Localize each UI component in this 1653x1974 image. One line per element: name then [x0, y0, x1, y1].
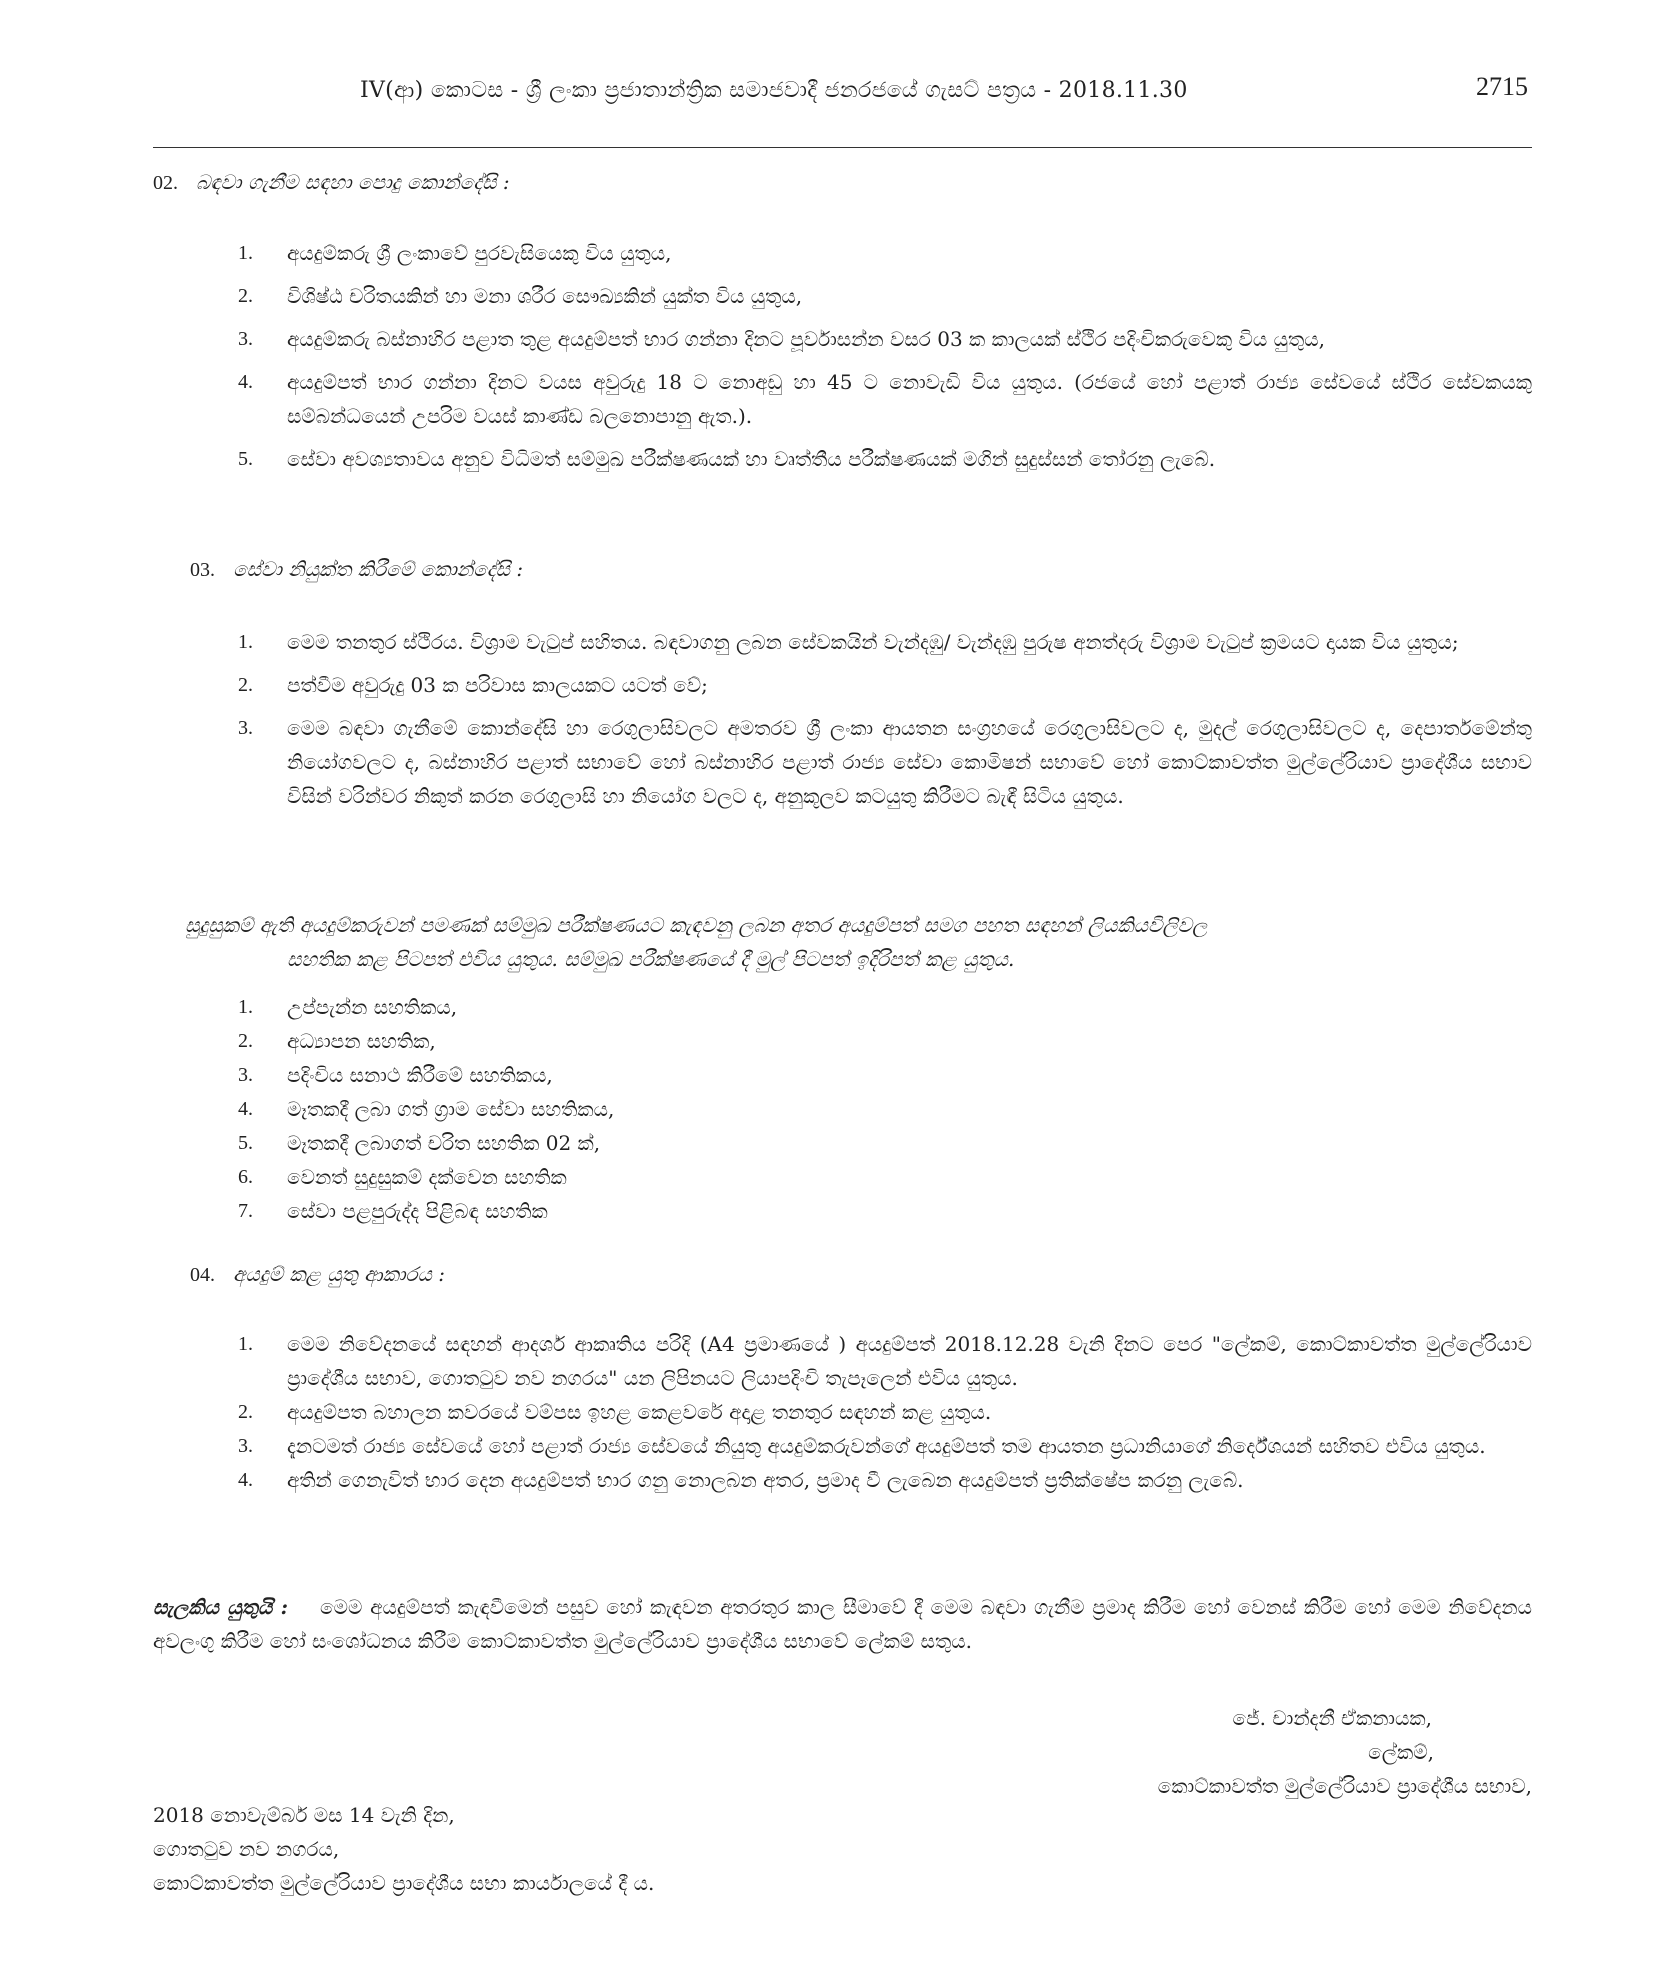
list-item	[238, 1194, 1532, 1228]
signatory-name: ජේ. චාන්දනී ඒකනායක,	[1232, 1706, 1432, 1730]
section-number: 04.	[190, 1264, 215, 1286]
item-text: සේවා පළපුරුද්ද පිළිබඳ සහතික	[287, 1199, 548, 1223]
item-number: 1.	[238, 631, 253, 653]
item-text: මෙම නිවේදනයේ සඳහන් ආදර්ශ ආකෘතිය පරිදි (A4 ප්‍රමාණයේ ) අයදුම්පත් 2018.12.28 වැනි දිනට පෙර "ලේකම්, කොට්කාවත්ත මුල්ලේරියාව ප්‍රාදේශීය සභාව, ගොතටුව නව නගරය" යන ලිපිනයට ලියාපදිංචි තැපෑලෙන් එවිය යුතුය.	[287, 1332, 1532, 1390]
item-number: 1.	[238, 996, 253, 1018]
item-text: සේවා අවශ්‍යතාවය අනුව විධිමත් සම්මුඛ පරීක්ෂණයක් හා වෘත්තීය පරීක්ෂණයක් මගින් සුදුස්සන් තෝරනු ලැබේ.	[287, 447, 1216, 471]
issue-location: කොට්කාවත්ත මුල්ලේරියාව ප්‍රාදේශීය සභා කාර්යාලයේ දී ය.	[153, 1871, 655, 1895]
section-02-list	[238, 236, 1532, 476]
section-number: 02.	[153, 172, 178, 194]
item-number: 4.	[238, 1469, 253, 1491]
list-item	[238, 1092, 1532, 1126]
item-number: 3.	[238, 1435, 253, 1457]
item-number: 3.	[238, 328, 253, 350]
page-number: 2715	[1476, 72, 1528, 101]
item-text: අයදුම්කරු ශ්‍රී ලංකාවේ පුරවැසියෙකු විය යුතුය,	[287, 241, 672, 265]
item-text: මෑතකදී ලබාගත් චරිත සහතික 02 ක්,	[287, 1131, 601, 1155]
item-number: 2.	[238, 285, 253, 307]
item-number: 2.	[238, 674, 253, 696]
section-03-heading	[190, 557, 523, 582]
item-text: දැනටමත් රාජ්‍ය සේවයේ හෝ පළාත් රාජ්‍ය සේවයේ නියුතු අයදුම්කරුවන්ගේ අයදුම්පත් තම ආයතන ප්‍රධානියාගේ නිර්දේශයන් සහිතව එවිය යුතුය.	[287, 1434, 1486, 1458]
item-text: පත්වීම අවුරුදු 03 ක පරිවාස කාලයකට යටත් වේ;	[287, 673, 708, 697]
note-text: මෙම අයදුම්පත් කැඳවීමෙන් පසුව හෝ කැඳවන අතරතුර කාල සීමාවේ දී මෙම බඳවා ගැනීම ප්‍රමාද කිරීම හෝ වෙනස් කිරීම හෝ මෙම නිවේදනය අවලංගු කිරීම හෝ සංශෝධනය කිරීම කොට්කාවත්ත මුල්ලේරියාව ප්‍රාදේශීය සභාවේ ලේකම් සතුය.	[153, 1595, 1532, 1653]
header-rule	[153, 147, 1532, 148]
signatory-office: කොට්කාවත්ත මුල්ලේරියාව ප්‍රාදේශීය සභාව,	[1157, 1774, 1532, 1798]
date-place-block	[153, 1798, 654, 1900]
qualified-note-line-2: සහතික කළ පිටපත් එවිය යුතුය. සම්මුඛ පරීක්ෂණයේ දී මුල් පිටපත් ඉදිරිපත් කළ යුතුය.	[287, 947, 1015, 971]
item-number: 2.	[238, 1401, 253, 1423]
section-title: බඳවා ගැනීම සඳහා පොදු කොන්දේසි :	[196, 170, 510, 194]
item-number: 4.	[238, 1098, 253, 1120]
important-note	[153, 1590, 1532, 1658]
item-number: 6.	[238, 1166, 253, 1188]
item-text: මෙම බඳවා ගැනීමේ කොන්දේසි හා රෙගුලාසිවලට අමතරව ශ්‍රී ලංකා ආයතන සංග්‍රහයේ රෙගුලාසිවලට ද, මුදල් රෙගුලාසිවලට ද, දෙපාර්තමේන්තු නියෝගවලට ද, බස්නාහිර පළාත් සභාවේ හෝ බස්නාහිර පළාත් රාජ්‍ය සේවා කොමිෂන් සභාවේ හෝ කොට්කාවත්ත මුල්ලේරියාව ප්‍රාදේශීය සභාව විසින් වරින්වර නිකුත් කරන රෙගුලාසි හා නියෝග වලට ද, අනුකූලව කටයුතු කිරීමට බැඳී සිටිය යුතුය.	[287, 716, 1532, 808]
item-number: 3.	[238, 1064, 253, 1086]
item-text: අයදුම්කරු බස්නාහිර පළාත තුළ අයදුම්පත් භාර ගන්නා දිනට පූර්වාසන්න වසර 03 ක කාලයක් ස්ථිර පදිංචිකරුවෙකු විය යුතුය,	[287, 327, 1325, 351]
section-title: සේවා නියුක්ත කිරීමේ කොන්දේසි :	[233, 557, 524, 581]
list-item	[238, 711, 1532, 813]
item-number: 5.	[238, 1132, 253, 1154]
list-item	[238, 990, 1532, 1024]
item-text: අයදුම්පත බහාලන කවරයේ වම්පස ඉහළ කෙළවරේ අදාළ තනතුර සඳහන් කළ යුතුය.	[287, 1400, 992, 1424]
issue-place: ගොතටුව නව නගරය,	[153, 1837, 340, 1861]
item-number: 2.	[238, 1030, 253, 1052]
list-item	[238, 1126, 1532, 1160]
item-number: 1.	[238, 242, 253, 264]
issue-date: 2018 නොවැම්බර් මස 14 වැනි දින,	[153, 1803, 455, 1827]
item-text: වෙනත් සුදුසුකම් දක්වෙන සහතික	[287, 1165, 567, 1189]
section-02-heading	[153, 170, 510, 195]
item-text: උප්පැන්න සහතිකය,	[287, 995, 458, 1019]
item-text: අයදුම්පත් භාර ගන්නා දිනට වයස අවුරුදු 18 ට නොඅඩු හා 45 ට නොවැඩි විය යුතුය. (රජයේ හෝ පළාත් රාජ්‍ය සේවයේ ස්ථිර සේවකයකු සම්බන්ධයෙන් උපරිම වයස් කාණ්ඩ බලනොපානු ඇත.).	[287, 370, 1532, 428]
list-item	[238, 1024, 1532, 1058]
list-item	[238, 365, 1532, 433]
list-item	[238, 1160, 1532, 1194]
section-04-heading	[190, 1262, 445, 1287]
item-number: 4.	[238, 371, 253, 393]
item-text: මෙම තනතුර ස්ථිරය. විශ්‍රාම වැටුප් සහිතය. බඳවාගනු ලබන සේවකයින් වැන්දඹු/ වැන්දඹු පුරුෂ අනත්දරු විශ්‍රාම වැටුප් ක්‍රමයට දායක විය යුතුය;	[287, 630, 1459, 654]
section-number: 03.	[190, 559, 215, 581]
item-text: මෑතකදී ලබා ගත් ග්‍රාම සේවා සහතිකය,	[287, 1097, 615, 1121]
item-number: 7.	[238, 1200, 253, 1222]
item-number: 5.	[238, 448, 253, 470]
list-item	[238, 625, 1532, 659]
list-item	[238, 1058, 1532, 1092]
item-number: 3.	[238, 717, 253, 739]
list-item	[238, 1395, 1532, 1429]
signature-block	[1158, 1701, 1532, 1803]
documents-list	[238, 990, 1532, 1228]
item-text: අධ්‍යාපන සහතික,	[287, 1029, 436, 1053]
page-header	[0, 72, 1653, 112]
item-text: අතින් ගෙනැවිත් භාර දෙන අයදුම්පත් භාර ගනු නොලබන අතර, ප්‍රමාද වී ලැබෙන අයදුම්පත් ප්‍රතික්ෂේප කරනු ලැබේ.	[287, 1468, 1244, 1492]
list-item	[238, 442, 1532, 476]
list-item	[238, 322, 1532, 356]
signatory-designation: ලේකම්,	[1368, 1740, 1434, 1764]
list-item	[238, 668, 1532, 702]
qualified-note	[185, 908, 1532, 976]
section-title: අයදුම් කළ යුතු ආකාරය :	[233, 1262, 445, 1286]
qualified-note-line-1: සුදුසුකම් ඇති අයදුම්කරුවන් පමණක් සම්මුඛ පරීක්ෂණයට කැඳවනු ලබන අතර අයදුම්පත් සමග පහත සඳහන් ලියකියවිලිවල	[185, 913, 1208, 937]
list-item	[238, 279, 1532, 313]
item-text: විශිෂ්ඨ චරිතයකින් හා මනා ශරීර සෞඛ්‍යකින් යුක්ත විය යුතුය,	[287, 284, 803, 308]
header-title: IV(ආ) කොටස - ශ්‍රී ලංකා ප්‍රජාතාන්ත්‍රික සමාජවාදී ජනරජයේ ගැසට් පත්‍රය - 2018.11.30	[360, 78, 1188, 103]
item-number: 1.	[238, 1333, 253, 1355]
list-item	[238, 1429, 1532, 1463]
list-item	[238, 236, 1532, 270]
list-item	[238, 1463, 1532, 1497]
section-03-list	[238, 625, 1532, 813]
list-item	[238, 1327, 1532, 1395]
section-04-list	[238, 1327, 1532, 1497]
note-label: සැලකිය යුතුයි :	[153, 1595, 288, 1619]
item-text: පදිංචිය සනාථ කිරීමේ සහතිකය,	[287, 1063, 553, 1087]
